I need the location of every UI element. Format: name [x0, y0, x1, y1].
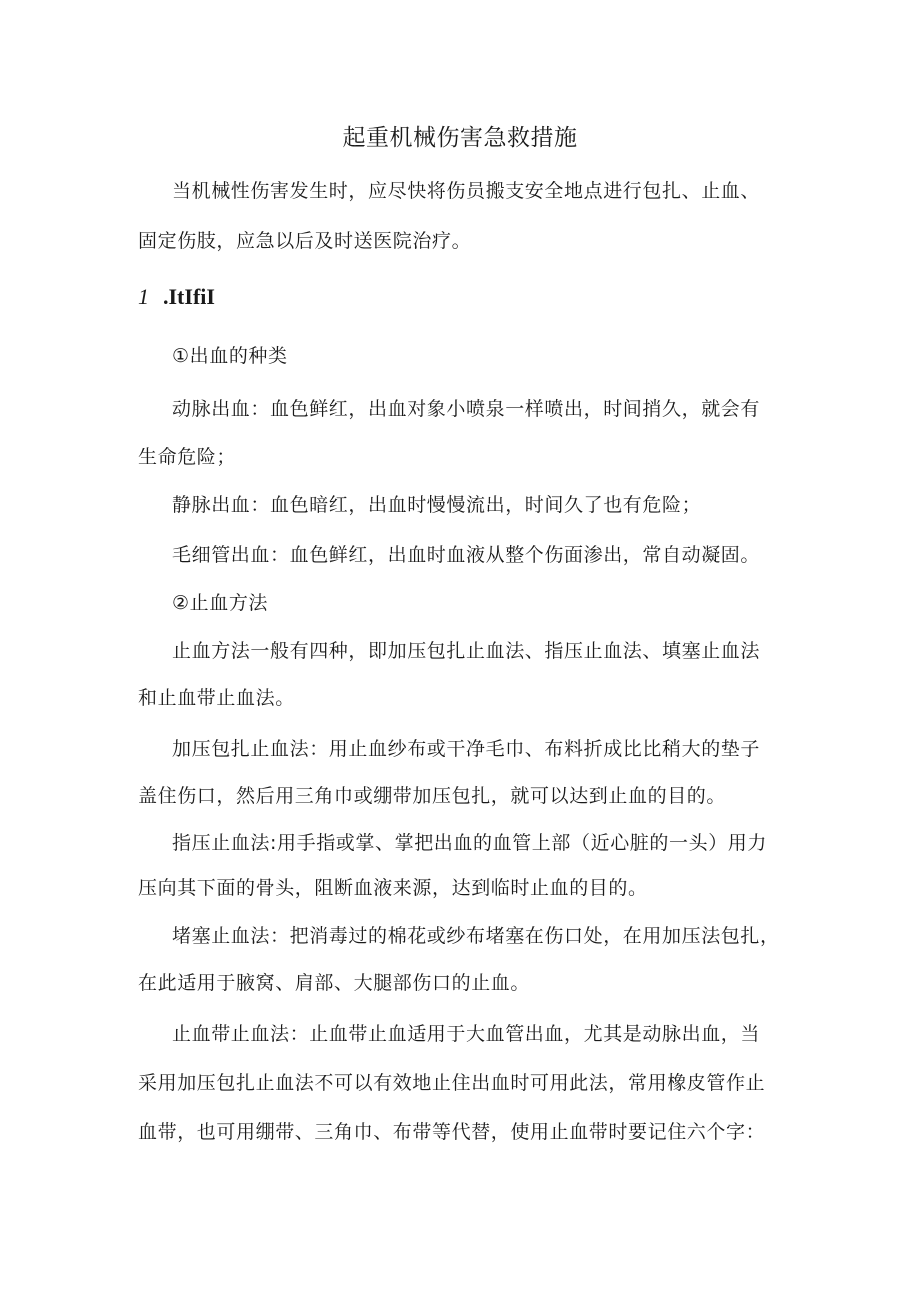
paragraph-line: 血带，也可用绷带、三角巾、布带等代替，使用止血带时要记住六个字：	[138, 1121, 766, 1143]
intro-line-2: 固定伤肢，应急以后及时送医院治疗。	[138, 230, 472, 252]
document-title: 起重机械伤害急救措施	[342, 125, 578, 151]
paragraph-line: 压向其下面的骨头，阻断血液来源，达到临时止血的目的。	[138, 877, 648, 899]
paragraph-line: 毛细管出血：血色鲜红，出血时血液从整个伤面渗出，常自动凝固。	[172, 544, 761, 566]
paragraph-line: 生命危险；	[138, 446, 237, 468]
paragraph-line: 动脉出血：血色鲜红，出血对象小喷泉一样喷出，时间捎久，就会有	[172, 398, 761, 420]
paragraph-line: 静脉出血：血色暗红，出血时慢慢流出，时间久了也有危险；	[172, 494, 702, 516]
subheading-bleeding-types: ①出血的种类	[172, 345, 288, 367]
intro-line-1: 当机械性伤害发生时，应尽快将伤员搬支安全地点进行包扎、止血、	[172, 180, 761, 202]
section-title: .ItIfiI	[163, 284, 215, 309]
paragraph-line: 止血方法一般有四种，即加压包扎止血法、指压止血法、填塞止血法	[172, 640, 761, 662]
subheading-hemostasis-methods: ②止血方法	[172, 592, 269, 614]
paragraph-line: 指压止血法:用手指或掌、掌把出血的血管上部（近心脏的一头）用力	[172, 832, 768, 854]
paragraph-line: 盖住伤口，然后用三角巾或绷带加压包扎，就可以达到止血的目的。	[138, 785, 727, 807]
section-number: 1	[138, 284, 149, 309]
paragraph-line: 和止血带止血法。	[138, 687, 295, 709]
paragraph-line: 采用加压包扎止血法不可以有效地止住出血时可用此法，常用橡皮管作止	[138, 1072, 766, 1094]
paragraph-line: 堵塞止血法：把消毒过的棉花或纱布堵塞在伤口处，在用加压法包扎，	[172, 925, 780, 947]
section-heading	[138, 282, 215, 312]
paragraph-line: 加压包扎止血法：用止血纱布或干净毛巾、布料折成比比稍大的垫子	[172, 738, 761, 760]
paragraph-line: 在此适用于腋窝、肩部、大腿部伤口的止血。	[138, 972, 531, 994]
paragraph-line: 止血带止血法：止血带止血适用于大血管出血，尤其是动脉出血，当	[172, 1023, 761, 1045]
